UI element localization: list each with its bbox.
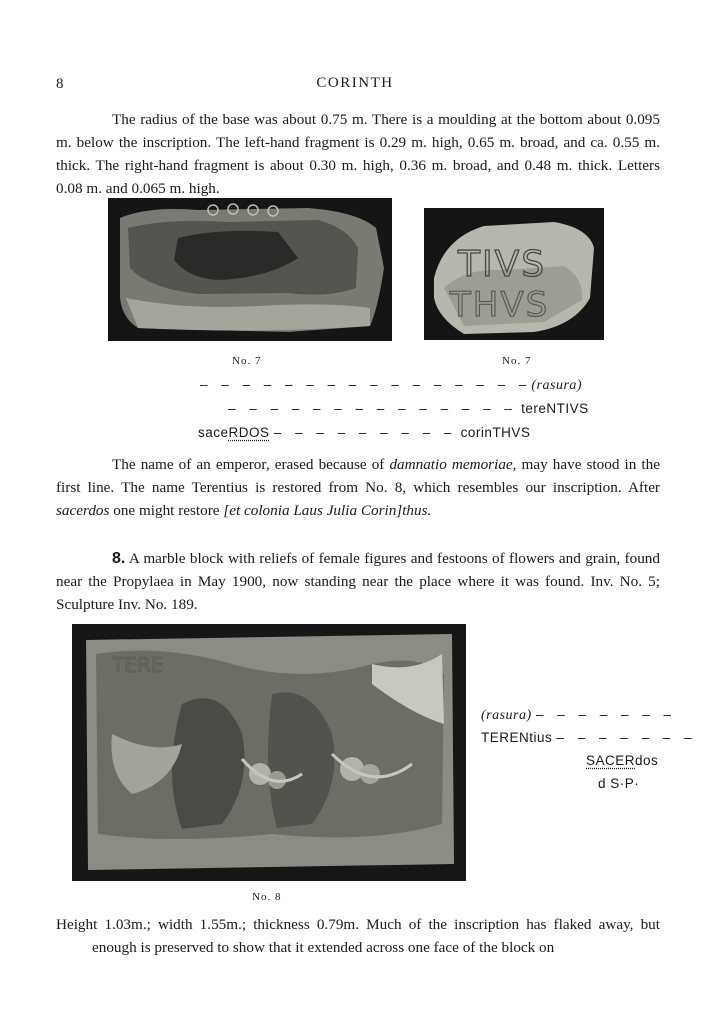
entry-8-description: 8. A marble block with reliefs of female figures and festoons of flowers and grain, found near the Propylaea in May 1900, now standing near the place where it was found. Inv. No. 5; Sculpture Inv. No. 189. [56,550,660,613]
paragraph-base-description: The radius of the base was about 0.75 m. There is a moulding at the bottom about 0.095 m. below the inscription. The left-hand fragment is 0.29 m. high, 0.65 m. broad, and ca. 0.55 m. thick. The right-hand fragment is about 0.30 m. high, 0.36 m. broad, and 0.48 m. thick. Letters 0.08 m. and 0.065 m. high. [56,111,660,197]
entry-number: 8. [112,550,126,567]
caption-no7-right: No. 7 [502,355,532,367]
inscription7-line1: – – – – – – – – – – – – – – – –(rasura) [200,377,583,393]
caption-no7-left: No. 7 [232,355,262,367]
photo-text-thvs: THVS [450,285,550,325]
photo-no7-left [108,198,392,341]
paragraph-dimensions: Height 1.03m.; width 1.55m.; thickness 0.79m. Much of the inscription has flaked away, but enough is preserved to show that it extended across one face of the block on [56,916,660,956]
stone-fragment-left-image [108,198,392,341]
running-title: CORINTH [316,75,394,91]
inscription8-line2: TERENtius – – – – – – – [481,730,697,745]
inscription8-line3: SACERdos [586,753,659,768]
photo-text-tere: TERE [112,653,164,677]
inscription8-line1: (rasura) – – – – – – – [481,707,676,723]
photo-no8 [72,624,466,881]
photo-no7-right [424,208,604,340]
photo-text-tius: TIVS [458,244,547,285]
paragraph-emperor-name: The name of an emperor, erased because of damnatio memoriae, may have stood in the first line. The name Terentius is restored from No. 8, which resembles our inscription. After sacerdos one might restore [et colonia Laus Julia Corin]thus. [56,456,660,519]
page-number: 8 [56,76,64,92]
caption-no8: No. 8 [252,891,282,903]
inscription7-line3: saceRDOS – – – – – – – – – corinTHVS [198,425,531,440]
inscription8-line4: d S·P· [598,776,640,791]
marble-block-relief-image [72,624,466,881]
inscription7-line2: – – – – – – – – – – – – – – tereNTIVS [228,401,589,416]
stone-fragment-right-image [424,208,604,340]
